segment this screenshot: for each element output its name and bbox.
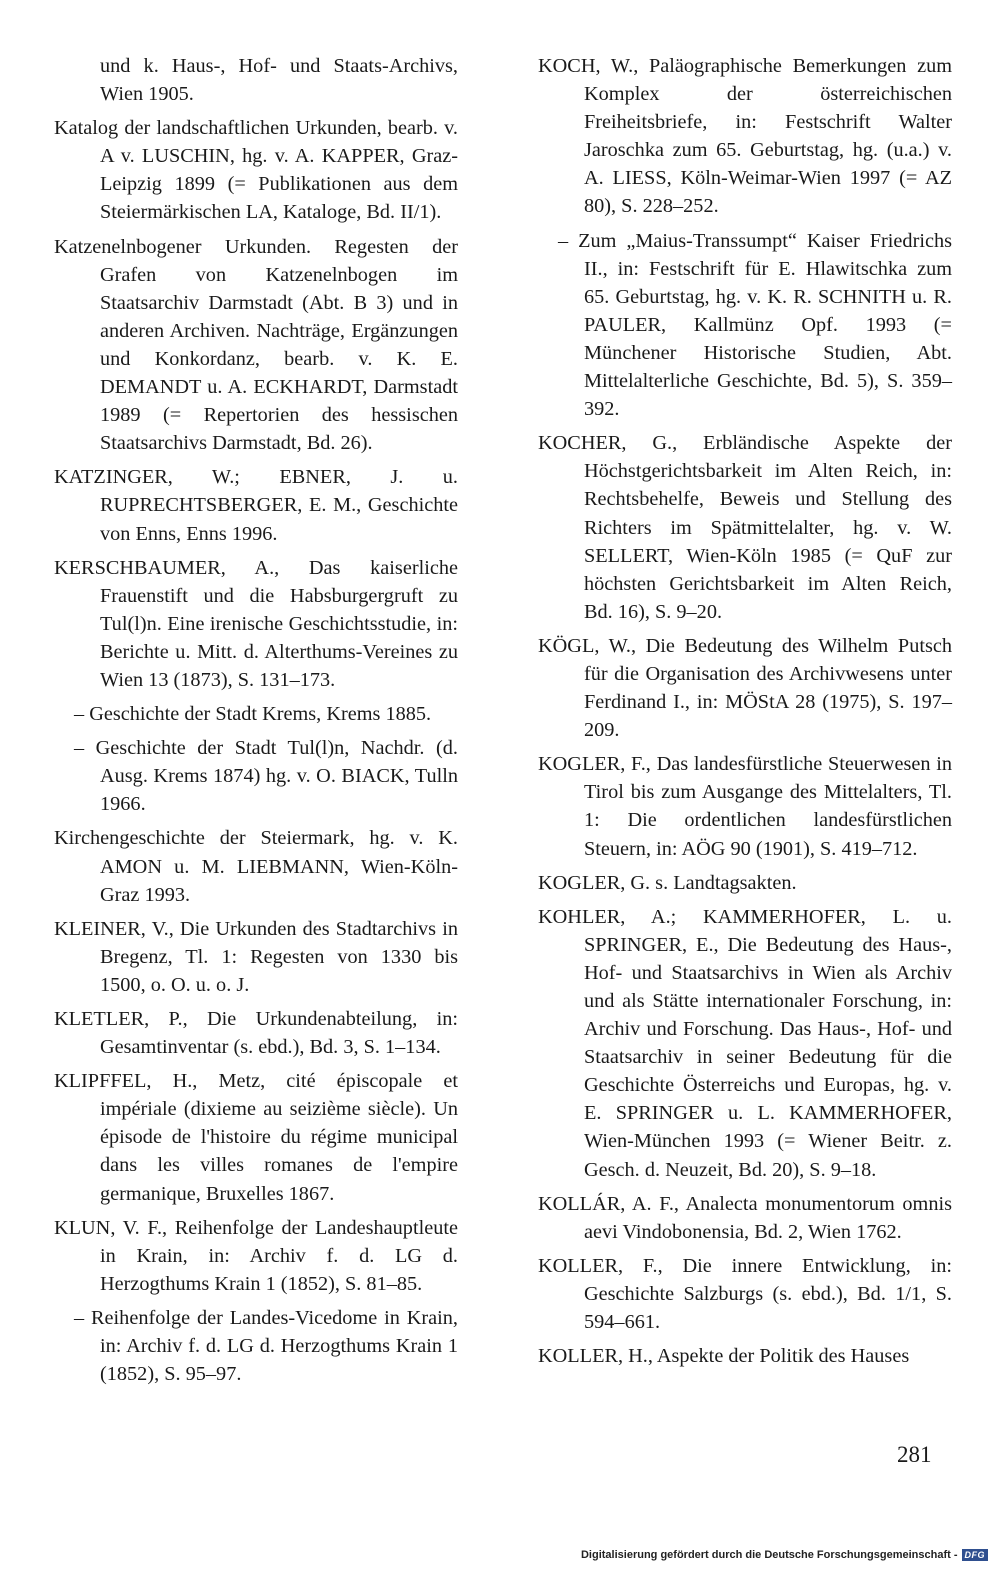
page-number: 281 [897,1442,932,1467]
footer-credit [581,1549,988,1561]
bib-sub-entry: – Reihenfolge der Landes-Vicedome in Krain, in: Archiv f. d. LG d. Herzogthums Krain 1 (1852), S. 95–97. [74,1306,458,1386]
bib-entry: KLETLER, P., Die Urkundenabteilung, in: Gesamtinventar (s. ebd.), Bd. 3, S. 1–134. [54,1008,458,1059]
bib-entry: KOLLER, F., Die innere Entwicklung, in: Geschichte Salzburgs (s. ebd.), Bd. 1/1, S. 594–661. [538,1254,952,1334]
bib-entry: KLEINER, V., Die Urkunden des Stadtarchivs in Bregenz, Tl. 1: Regesten von 1330 bis 1500, o. O. u. o. J. [54,917,458,996]
left-column [54,52,458,1394]
dfg-logo: DFG [962,1549,989,1561]
bib-entry: KOLLÁR, A. F., Analecta monumentorum omnis aevi Vindobonensia, Bd. 2, Wien 1762. [538,1192,952,1243]
bib-entry: Katalog der landschaftlichen Urkunden, bearb. v. A v. LUSCHIN, hg. v. A. KAPPER, Graz-Leipzig 1899 (= Publikationen aus dem Steiermärkischen LA, Kataloge, Bd. II/1). [54,117,458,224]
bib-entry: und k. Haus-, Hof- und Staats-Archivs, Wien 1905. [100,55,458,106]
bib-entry: KOGLER, G. s. Landtagsakten. [538,871,797,894]
bib-entry: KERSCHBAUMER, A., Das kaiserliche Frauenstift und die Habsburgergruft zu Tul(l)n. Eine irenische Geschichtsstudie, in: Berichte u. Mitt. d. Alterthums-Vereines zu Wien 13 (1873), S. 131–173. [54,556,458,691]
bib-entry: KOGLER, F., Das landesfürstliche Steuerwesen in Tirol bis zum Ausgange des Mittelalters, Tl. 1: Die ordentlichen landesfürstlichen Steuern, in: AÖG 90 (1901), S. 419–712. [538,753,952,860]
bib-entry: KÖGL, W., Die Bedeutung des Wilhelm Putsch für die Organisation des Archivwesens unter Ferdinand I., in: MÖStA 28 (1975), S. 197–209. [538,634,952,742]
bib-entry: KATZINGER, W.; EBNER, J. u. RUPRECHTSBERGER, E. M., Geschichte von Enns, Enns 1996. [54,466,458,545]
bib-entry: KLIPFFEL, H., Metz, cité épiscopale et impériale (dixieme au seizième siècle). Un épisode de l'histoire du régime municipal dans les villes romanes de l'empire germanique, Bruxelles 1867. [54,1070,458,1205]
bib-entry: Katzenelnbogener Urkunden. Regesten der Grafen von Katzenelnbogen im Staatsarchiv Darmstadt (Abt. B 3) und in anderen Archiven. Nachträge, Ergänzungen und Konkordanz, bearb. v. K. E. DEMANDT u. A. ECKHARDT, Darmstadt 1989 (= Repertorien des hessischen Staatsarchivs Darmstadt, Bd. 26). [54,235,458,455]
bib-entry: KOCHER, G., Erbländische Aspekte der Höchstgerichtsbarkeit im Alten Reich, in: Rechtsbehelfe, Beweis und Stellung des Richters im Spätmittelalter, hg. v. W. SELLERT, Wien-Köln 1985 (= QuF zur höchsten Gerichtsbarkeit im Alten Reich, Bd. 16), S. 9–20. [538,432,952,623]
right-column [538,52,952,1376]
bib-entry: KOLLER, H., Aspekte der Politik des Hauses [538,1345,910,1368]
bib-sub-entry: – Geschichte der Stadt Tul(l)n, Nachdr. (d. Ausg. Krems 1874) hg. v. O. BIACK, Tulln 1966. [74,737,458,816]
bib-entry: KLUN, V. F., Reihenfolge der Landeshauptleute in Krain, in: Archiv f. d. LG d. Herzogthums Krain 1 (1852), S. 81–85. [54,1216,458,1295]
bib-sub-entry: – Geschichte der Stadt Krems, Krems 1885. [74,703,432,726]
bib-entry: Kirchengeschichte der Steiermark, hg. v. K. AMON u. M. LIEBMANN, Wien-Köln-Graz 1993. [54,827,458,906]
bib-entry: KOHLER, A.; KAMMERHOFER, L. u. SPRINGER, E., Die Bedeutung des Haus-, Hof- und Staatsarchivs in Wien als Archiv und als Stätte internationaler Forschung, in: Archiv und Forschung. Das Haus-, Hof- und Staatsarchiv in seiner Bedeutung für die Geschichte Österreichs und Europas, hg. v. E. SPRINGER u. L. KAMMERHOFER, Wien-München 1993 (= Wiener Beitr. z. Gesch. d. Neuzeit, Bd. 20), S. 9–18. [538,905,952,1181]
footer-text: Digitalisierung gefördert durch die Deutsche Forschungsgemeinschaft - [580,1549,958,1561]
bib-entry: KOCH, W., Paläographische Bemerkungen zum Komplex der österreichischen Freiheitsbriefe, in: Festschrift Walter Jaroschka zum 65. Geburtstag, hg. (u.a.) v. A. LIESS, Köln-Weimar-Wien 1997 (= AZ 80), S. 228–252. [538,55,952,218]
bib-sub-entry: – Zum „Maius-Transsumpt“ Kaiser Friedrichs II., in: Festschrift für E. Hlawitschka zum 65. Geburtstag, hg. v. K. R. SCHNITH u. R. PAULER, Kallmünz Opf. 1993 (= Münchener Historische Studien, Abt. Mittelalterliche Geschichte, Bd. 5), S. 359–392. [558,229,952,421]
